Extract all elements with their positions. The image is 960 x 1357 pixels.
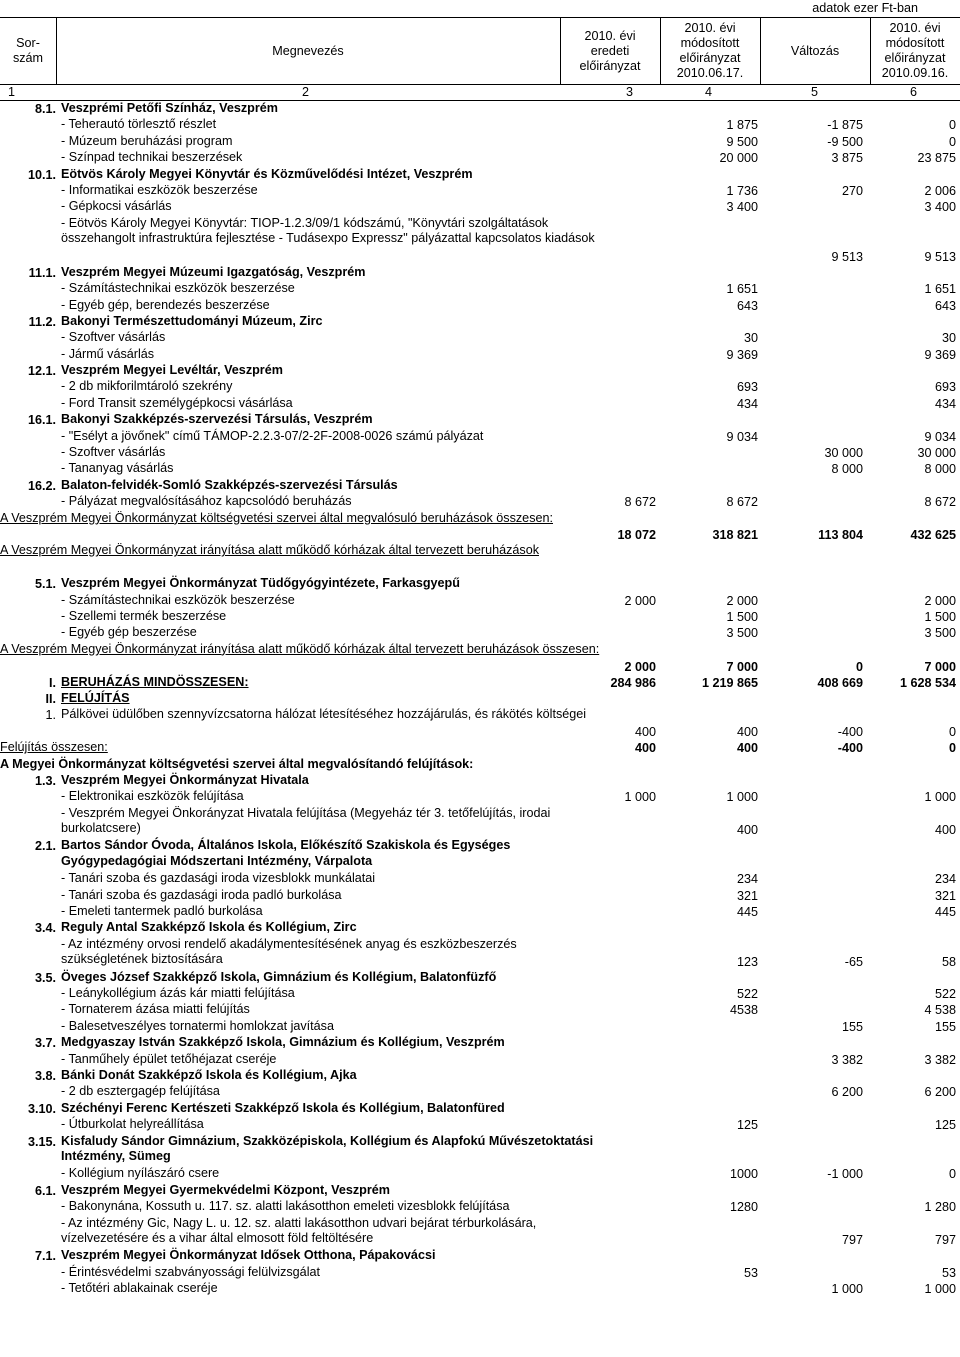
header-eredeti: 2010. évi eredeti előirányzat [579, 28, 641, 73]
table-header [0, 17, 960, 85]
value-cell-v4: 3 500 [924, 626, 956, 641]
value-cell-v2: 3 400 [726, 200, 758, 215]
row-number: II. [45, 691, 56, 706]
table-row [0, 183, 960, 199]
summary-row [0, 642, 960, 675]
value-cell-v3: -1 000 [827, 1167, 863, 1182]
row-number: 11.1. [28, 265, 56, 280]
table-row [0, 396, 960, 412]
value-cell-v3: 30 000 [824, 446, 863, 461]
table-row [0, 904, 960, 920]
row-label: - Tanári szoba és gazdasági iroda padló burkolása [61, 887, 342, 902]
value-cell-v4: 9 513 [924, 249, 956, 264]
section-row [0, 478, 960, 494]
value-cell-v2: 400 [736, 725, 758, 740]
section-row [0, 691, 960, 707]
value-cell-v4: 30 000 [917, 446, 956, 461]
value-cell-v2: 1 219 865 [701, 675, 758, 690]
row-label: Bánki Donát Szakképző Iskola és Kollégium, Ajka [61, 1067, 357, 1082]
section-row [0, 167, 960, 183]
section-row [0, 1035, 960, 1051]
row-label: Eötvös Károly Megyei Könyvtár és Közművelődési Intézet, Veszprém [61, 166, 473, 181]
table-row [0, 609, 960, 625]
row-label: - Kollégium nyílászáró csere [61, 1166, 220, 1181]
row-label: - Tornaterem ázása miatti felújítás [61, 1002, 250, 1017]
row-label: - Tananyag vásárlás [61, 461, 174, 476]
row-label: - Az intézmény Gic, Nagy L. u. 12. sz. alatti lakásotthon udvari bejárat térburkolására, vízelvezetésére és a vihar által elmosott föld feltöltésére [61, 1215, 537, 1246]
header-megnevezes: Megnevezés [272, 43, 344, 58]
row-label: Pálkövei üdülőben szennyvízcsatorna hálózat létesítéséhez hozzájárulás, és rákötés költségei [61, 707, 587, 722]
table-row [0, 1265, 960, 1281]
row-label: Veszprémi Petőfi Színház, Veszprém [61, 101, 278, 115]
table-row [0, 445, 960, 461]
row-number: 7.1. [34, 1249, 56, 1264]
row-number: I. [49, 675, 56, 690]
summary-row [0, 543, 960, 576]
row-number: 8.1. [34, 102, 56, 116]
table-row [0, 330, 960, 346]
section-row [0, 265, 960, 281]
value-cell-v3: 1 000 [831, 1282, 863, 1297]
row-label: - Elektronikai eszközök felújítása [61, 789, 244, 804]
row-label: - Ford Transit személygépkocsi vásárlása [61, 395, 293, 410]
table-row [0, 1199, 960, 1215]
value-cell-v4: 9 369 [924, 347, 956, 362]
value-cell-v4: 58 [941, 954, 956, 969]
row-label: Veszprém Megyei Múzeumi Igazgatóság, Veszprém [61, 264, 366, 279]
table-row [0, 347, 960, 363]
value-cell-v4: 643 [934, 298, 956, 313]
value-cell-v2: 125 [736, 1118, 758, 1133]
row-label: - Szoftver vásárlás [61, 445, 166, 460]
row-label: - Informatikai eszközök beszerzése [61, 182, 258, 197]
value-cell-v4: 693 [934, 380, 956, 395]
section-row [0, 576, 960, 592]
row-number: 3.5. [34, 970, 56, 985]
value-cell-v1: 18 072 [617, 528, 656, 543]
table-row [0, 789, 960, 805]
value-cell-v3: 8 000 [831, 462, 863, 477]
row-label: - Egyéb gép beszerzése [61, 625, 197, 640]
value-cell-v3: 270 [841, 183, 863, 198]
column-number: 2 [302, 85, 310, 99]
value-cell-v2: 1 651 [726, 282, 758, 297]
value-cell-v2: 693 [736, 380, 758, 395]
value-cell-v4: 7 000 [924, 659, 956, 674]
value-cell-v2: 1 875 [726, 118, 758, 133]
row-label: - Múzeum beruházási program [61, 133, 233, 148]
section-row [0, 363, 960, 379]
row-label: Öveges József Szakképző Iskola, Gimnázium és Kollégium, Balatonfüzfő [61, 969, 497, 984]
row-label: - Teherautó törlesztő részlet [61, 117, 217, 132]
table-body [0, 101, 960, 1297]
value-cell-v2: 1 736 [726, 183, 758, 198]
row-number: 10.1. [27, 167, 56, 182]
value-cell-v2: 1 000 [726, 790, 758, 805]
row-label: - Gépkocsi vásárlás [61, 199, 172, 214]
value-cell-v2: 53 [743, 1265, 758, 1280]
value-cell-v4: 8 672 [924, 495, 956, 510]
value-cell-v4: 321 [934, 888, 956, 903]
table-row [0, 1084, 960, 1100]
summary-row [0, 740, 960, 756]
value-cell-v4: 4 538 [924, 1003, 956, 1018]
row-number: 3.10. [27, 1101, 56, 1116]
row-number: 5.1. [34, 577, 56, 592]
value-cell-v1: 284 986 [610, 675, 656, 690]
value-cell-v4: 2 000 [924, 593, 956, 608]
row-number: 3.4. [34, 921, 56, 936]
table-row [0, 937, 960, 970]
table-row [0, 888, 960, 904]
row-label: - Emeleti tantermek padló burkolása [61, 904, 263, 919]
value-cell-v2: 2 000 [726, 593, 758, 608]
row-label: - "Esélyt a jövőnek" című TÁMOP-2.2.3-07/2-2F-2008-0026 számú pályázat [61, 428, 484, 443]
section-row [0, 1101, 960, 1117]
summary-row [0, 511, 960, 544]
row-label: - Tanműhely épület tetőhéjazat cseréje [61, 1051, 277, 1066]
value-cell-v2: 400 [736, 823, 758, 838]
column-numbers [0, 84, 960, 101]
column-number: 6 [910, 85, 918, 99]
row-label: - Leánykollégium ázás kár miatti felújítása [61, 986, 295, 1001]
row-number: 1. [45, 708, 56, 723]
value-cell-v1: 400 [634, 741, 656, 756]
row-number: 11.2. [28, 314, 56, 329]
row-label: - Számítástechnikai eszközök beszerzése [61, 281, 295, 296]
row-label: Veszprém Megyei Önkormányzat Hivatala [61, 772, 309, 787]
value-cell-v3: 0 [855, 659, 863, 674]
value-cell-v4: 797 [934, 1233, 956, 1248]
table-row [0, 1117, 960, 1133]
row-label: A Veszprém Megyei Önkormányzat irányítása alatt működő kórházak által tervezett beruházások összesen: [0, 641, 600, 656]
row-label: - Bakonynána, Kossuth u. 117. sz. alatti lakásotthon emeleti vizesblokk felújítása [61, 1199, 510, 1214]
value-cell-v3: 408 669 [817, 675, 863, 690]
value-cell-v2: 7 000 [726, 659, 758, 674]
value-cell-v4: 3 400 [924, 200, 956, 215]
value-cell-v2: 522 [736, 987, 758, 1002]
value-cell-v4: 6 200 [924, 1085, 956, 1100]
value-cell-v3: 113 804 [818, 528, 863, 543]
section-row [0, 314, 960, 330]
row-label: Kisfaludy Sándor Gimnázium, Szakközépiskola, Kollégium és Alapfokú Művészetoktatási Intézmény, Sümeg [61, 1133, 594, 1164]
table-row [0, 281, 960, 297]
table-row [0, 1166, 960, 1182]
value-cell-v2: 4538 [729, 1003, 758, 1018]
row-number: 2.1. [34, 839, 56, 854]
value-cell-v2: 123 [736, 954, 758, 969]
value-cell-v4: 432 625 [910, 528, 956, 543]
section-row [0, 1248, 960, 1264]
table-row [0, 494, 960, 510]
row-label: Veszprém Megyei Önkormányzat Idősek Otthona, Pápakovácsi [61, 1248, 436, 1263]
table-row [0, 625, 960, 641]
row-label: - Veszprém Megyei Önkorányzat Hivatala felújítása (Megyeház tér 3. tetőfelújítás, irodai burkolatcsere) [61, 805, 551, 836]
section-row [0, 970, 960, 986]
value-cell-v4: 30 [941, 331, 956, 346]
row-label: - Eötvös Károly Megyei Könyvtár: TIOP-1.2.3/09/1 kódszámú, "Könyvtári szolgáltatások összehangolt infrastruktúra fejlesztése - Tudásexpo Expressz" pályázattal kapcsolatos kiadások [61, 215, 595, 246]
row-label: FELÚJÍTÁS [61, 690, 130, 705]
value-cell-v1: 1 000 [624, 790, 656, 805]
table-row [0, 871, 960, 887]
row-label: - Útburkolat helyreállítása [61, 1117, 204, 1132]
table-row [0, 986, 960, 1002]
value-cell-v4: 1 000 [924, 1282, 956, 1297]
row-label: Veszprém Megyei Önkormányzat Tüdőgyógyintézete, Farkasgyepű [61, 576, 460, 591]
value-cell-v3: 6 200 [831, 1085, 863, 1100]
value-cell-v1: 2 000 [624, 659, 656, 674]
value-cell-v4: 400 [934, 823, 956, 838]
value-cell-v4: 3 382 [924, 1052, 956, 1067]
row-label: - Jármű vásárlás [61, 346, 155, 361]
row-label: - Tetőtéri ablakainak cseréje [61, 1281, 218, 1296]
row-label: - Pályázat megvalósításához kapcsolódó beruházás [61, 494, 352, 509]
table-row [0, 429, 960, 445]
section-row [0, 707, 960, 740]
table-row [0, 806, 960, 839]
value-cell-v1: 2 000 [624, 593, 656, 608]
table-row [0, 1002, 960, 1018]
value-cell-v2: 8 672 [726, 495, 758, 510]
row-label: - Érintésvédelmi szabványossági felülvizsgálat [61, 1264, 320, 1279]
section-row [0, 1068, 960, 1084]
value-cell-v4: 125 [934, 1118, 956, 1133]
value-cell-v3: -65 [844, 954, 863, 969]
value-cell-v2: 234 [736, 872, 758, 887]
value-cell-v2: 9 034 [726, 429, 758, 444]
value-cell-v2: 643 [736, 298, 758, 313]
row-number: 3.15. [27, 1134, 56, 1149]
value-cell-v4: 0 [948, 134, 956, 149]
row-label: A Veszprém Megyei Önkormányzat irányítása alatt működő kórházak által tervezett beruházások [0, 543, 539, 558]
table-row [0, 216, 960, 265]
section-row [0, 101, 960, 117]
unit-note: adatok ezer Ft-ban [812, 1, 918, 15]
value-cell-v4: 0 [948, 1167, 956, 1182]
section-row [0, 1183, 960, 1199]
value-cell-v4: 1 628 534 [899, 675, 956, 690]
table-row [0, 1281, 960, 1297]
value-cell-v4: 445 [934, 905, 956, 920]
value-cell-v3: 155 [841, 1019, 863, 1034]
value-cell-v3: -400 [837, 725, 863, 740]
value-cell-v2: 321 [736, 888, 758, 903]
row-label: Bakonyi Természettudományi Múzeum, Zirc [61, 313, 323, 328]
value-cell-v2: 30 [743, 331, 758, 346]
column-number: 1 [8, 85, 16, 99]
value-cell-v2: 445 [736, 905, 758, 920]
row-label: - Számítástechnikai eszközök beszerzése [61, 592, 295, 607]
value-cell-v3: -1 875 [827, 118, 863, 133]
value-cell-v4: 522 [934, 987, 956, 1002]
row-number: 12.1. [27, 364, 56, 379]
value-cell-v3: -9 500 [827, 134, 863, 149]
column-number: 4 [705, 85, 713, 99]
row-label: - Az intézmény orvosi rendelő akadálymentesítésének anyag és eszközbeszerzés szükségletének biztosítására [61, 936, 517, 967]
row-label: A Veszprém Megyei Önkormányzat költségvetési szervei által megvalósuló beruházások összesen: [0, 510, 553, 525]
value-cell-v4: 1 000 [924, 790, 956, 805]
value-cell-v4: 155 [934, 1019, 956, 1034]
section-row [0, 1134, 960, 1167]
value-cell-v4: 23 875 [917, 151, 956, 166]
header-sorszam: Sor- szám [12, 36, 44, 65]
table-row [0, 134, 960, 150]
table-row [0, 379, 960, 395]
value-cell-v4: 8 000 [924, 462, 956, 477]
value-cell-v4: 1 280 [924, 1200, 956, 1215]
value-cell-v4: 0 [948, 118, 956, 133]
row-label: A Megyei Önkormányzat költségvetési szervei által megvalósítandó felújítások: [0, 756, 474, 771]
row-label: - Tanári szoba és gazdasági iroda vizesblokk munkálatai [61, 871, 376, 886]
value-cell-v4: 0 [948, 725, 956, 740]
value-cell-v2: 318 821 [712, 528, 758, 543]
value-cell-v1: 8 672 [624, 495, 656, 510]
table-row [0, 117, 960, 133]
value-cell-v2: 1280 [729, 1200, 758, 1215]
value-cell-v2: 20 000 [719, 151, 758, 166]
value-cell-v3: 9 513 [831, 249, 863, 264]
value-cell-v1: 400 [634, 725, 656, 740]
table-row [0, 593, 960, 609]
row-number: 1.3. [34, 773, 56, 788]
value-cell-v3: 3 875 [831, 151, 863, 166]
header-valtozas: Változás [790, 43, 840, 58]
value-cell-v4: 234 [934, 872, 956, 887]
row-label: - 2 db esztergagép felújítása [61, 1084, 220, 1099]
row-number: 16.2. [27, 478, 56, 493]
row-label: Veszprém Megyei Gyermekvédelmi Központ, Veszprém [61, 1182, 390, 1197]
section-row [0, 412, 960, 428]
table-row [0, 150, 960, 166]
section-row [0, 773, 960, 789]
value-cell-v2: 3 500 [726, 626, 758, 641]
row-label: Bartos Sándor Óvoda, Általános Iskola, Előkészítő Szakiskola és Egységes Gyógypedagógiai Módszertani Intézmény, Várpalota [61, 838, 511, 868]
header-modositott-1: 2010. évi módosított előirányzat 2010.06.17. [676, 21, 744, 80]
section-row [0, 920, 960, 936]
row-number: 3.8. [34, 1068, 56, 1083]
row-label: Bakonyi Szakképzés-szervezési Társulás, Veszprém [61, 412, 373, 427]
row-label: - Szellemi termék beszerzése [61, 608, 227, 623]
row-label: - 2 db mikforilmtároló szekrény [61, 379, 233, 394]
value-cell-v3: 3 382 [831, 1052, 863, 1067]
row-label: - Balesetveszélyes tornatermi homlokzat javítása [61, 1018, 334, 1033]
row-number: 3.7. [34, 1036, 56, 1051]
value-cell-v3: 797 [841, 1233, 863, 1248]
row-label: Balaton-felvidék-Somló Szakképzés-szervezési Társulás [61, 477, 398, 492]
value-cell-v2: 9 369 [726, 347, 758, 362]
row-label: Veszprém Megyei Levéltár, Veszprém [61, 363, 283, 378]
value-cell-v2: 400 [736, 741, 758, 756]
summary-row [0, 757, 960, 773]
value-cell-v4: 53 [941, 1265, 956, 1280]
row-label: Széchényi Ferenc Kertészeti Szakképző Iskola és Kollégium, Balatonfüred [61, 1100, 505, 1115]
row-number: 16.1. [27, 413, 56, 428]
value-cell-v3: -400 [837, 741, 863, 756]
row-label: Medgyaszay István Szakképző Iskola, Gimnázium és Kollégium, Veszprém [61, 1035, 505, 1050]
row-label: - Színpad technikai beszerzések [61, 150, 243, 165]
value-cell-v4: 1 500 [924, 609, 956, 624]
value-cell-v4: 9 034 [924, 429, 956, 444]
row-label: - Szoftver vásárlás [61, 330, 166, 345]
table-row [0, 1216, 960, 1249]
table-row [0, 1052, 960, 1068]
section-row [0, 838, 960, 871]
value-cell-v2: 1 500 [726, 609, 758, 624]
row-label: BERUHÁZÁS MINDÖSSZESEN: [61, 674, 249, 689]
section-row [0, 675, 960, 691]
row-number: 6.1. [34, 1183, 56, 1198]
value-cell-v4: 2 006 [924, 183, 956, 198]
value-cell-v2: 1000 [729, 1167, 758, 1182]
table-row [0, 461, 960, 477]
value-cell-v4: 434 [934, 396, 956, 411]
value-cell-v2: 9 500 [726, 134, 758, 149]
table-row [0, 1019, 960, 1035]
column-number: 5 [811, 85, 819, 99]
value-cell-v2: 434 [736, 396, 758, 411]
value-cell-v4: 0 [948, 741, 956, 756]
column-number: 3 [626, 85, 634, 99]
table-row [0, 298, 960, 314]
header-modositott-2: 2010. évi módosított előirányzat 2010.09.16. [881, 21, 949, 80]
table-row [0, 199, 960, 215]
row-label: - Egyéb gép, berendezés beszerzése [61, 297, 270, 312]
row-label: Felújítás összesen: [0, 740, 108, 755]
value-cell-v4: 1 651 [924, 282, 956, 297]
row-label: Reguly Antal Szakképző Iskola és Kollégium, Zirc [61, 920, 357, 935]
